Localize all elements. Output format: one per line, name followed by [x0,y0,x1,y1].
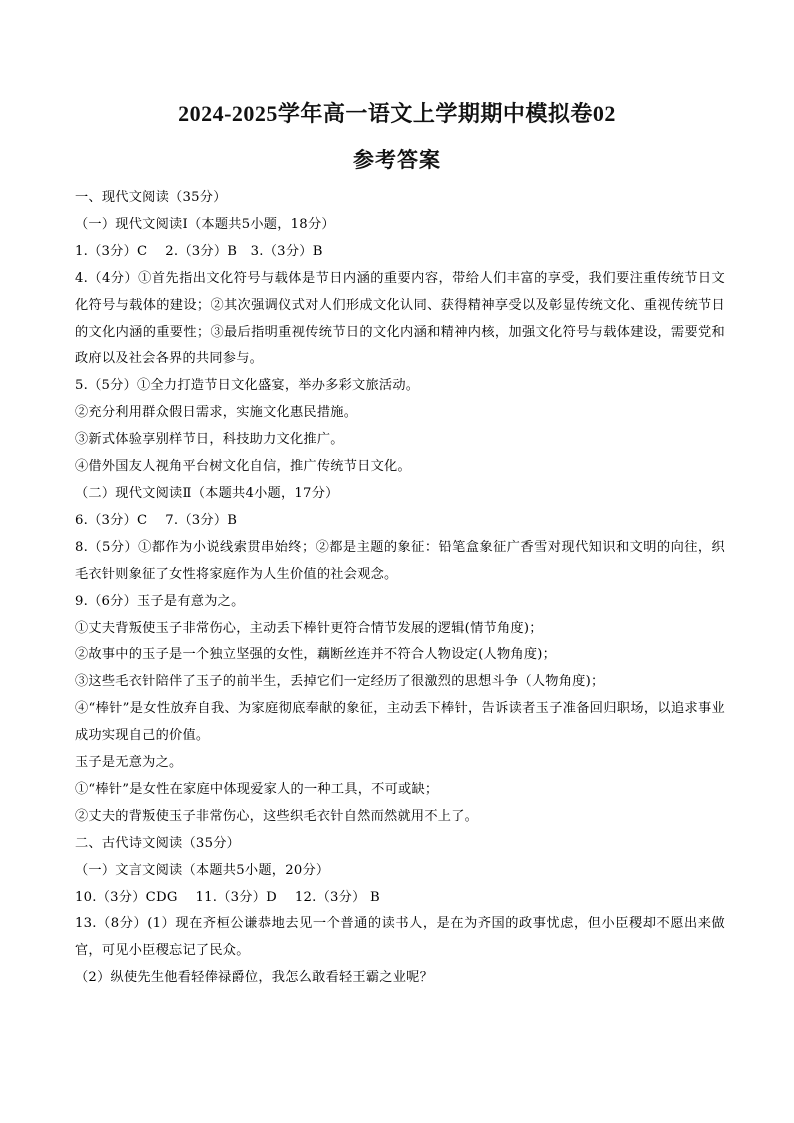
answer-line: ①丈夫背叛使玉子非常伤心，主动丢下棒针更符合情节发展的逻辑(情节角度)； [75,620,543,636]
answer-paragraph: 13.（8分）(1）现在齐桓公谦恭地去见一个普通的读书人，是在为齐国的政事忧虑，但小臣稷却不愿出来做官，可见小臣稷忘记了民众。 [75,916,725,959]
answer-line: 5.（5分）①全力打造节日文化盛宴，举办多彩文旅活动。 [75,378,420,394]
section-heading: 二、古代诗文阅读（35分） [75,835,241,851]
answer-content [75,185,725,992]
answer-paragraph: 4.（4分）①首先指出文化符号与载体是节日内涵的重要内容，带给人们丰富的享受，我们要注重传统节日文化符号与载体的建设；②其次强调仪式对人们形成文化认同、获得精神享受以及彰显传统文化、重视传统节日的文化内涵的重要性；③最后指明重视传统节日的文化内涵和精神内核，加强文化符号与载体建设，需要党和政府以及社会各界的共同参与。 [75,270,725,367]
answer-line: ②故事中的玉子是一个独立坚强的女性，藕断丝连并不符合人物设定(人物角度)； [75,647,557,663]
answer-line: ④借外国友人视角平台树文化自信，推广传统节日文化。 [75,459,411,475]
section-heading: 一、现代文阅读（35分） [75,190,227,205]
answer-line: 9.（6分）玉子是有意为之。 [75,593,245,609]
answer-line: （2）纵使先生他看轻俸禄爵位，我怎么敢看轻王霸之业呢？ [75,970,434,986]
answer-line: ③新式体验享别样节日，科技助力文化推广。 [75,432,344,448]
answer-line: 玉子是无意为之。 [75,755,183,771]
subsection-heading: （一）现代文阅读Ⅰ（本题共5小题，18分） [75,216,335,232]
subsection-heading: （一）文言文阅读（本题共5小题，20分） [75,862,330,878]
answer-line: ①“棒针”是女性在家庭中体现爱家人的一种工具，不可或缺； [75,781,439,797]
answer-line: ③这些毛衣针陪伴了玉子的前半生，丢掉它们一定经历了很激烈的思想斗争（人物角度)； [75,674,605,690]
answer-line: ②丈夫的背叛使玉子非常伤心，这些织毛衣针自然而然就用不上了。 [75,808,479,824]
answer-line: ②充分利用群众假日需求，实施文化惠民措施。 [75,405,358,421]
document-title: 2024-2025学年高一语文上学期期中模拟卷02 [178,101,616,126]
subsection-heading: （二）现代文阅读Ⅱ（本题共4小题，17分） [75,485,339,501]
answer-line: 10.（3分）CDG 11.（3分）D 12.（3分） B [75,889,380,905]
answer-line: 1.（3分）C 2.（3分）B 3.（3分）B [75,243,323,259]
answer-paragraph: ④“棒针”是女性放弃自我、为家庭彻底奉献的象征，主动丢下棒针，告诉读者玉子准备回归职场，以追求事业成功实现自己的价值。 [75,701,725,744]
document-subtitle: 参考答案 [353,148,441,172]
answer-paragraph: 8.（5分）①都作为小说线索贯串始终；②都是主题的象征：铅笔盒象征广香雪对现代知识和文明的向往，织毛衣针则象征了女性将家庭作为人生价值的社会观念。 [75,539,725,582]
answer-line: 6.（3分）C 7.（3分）B [75,512,238,528]
